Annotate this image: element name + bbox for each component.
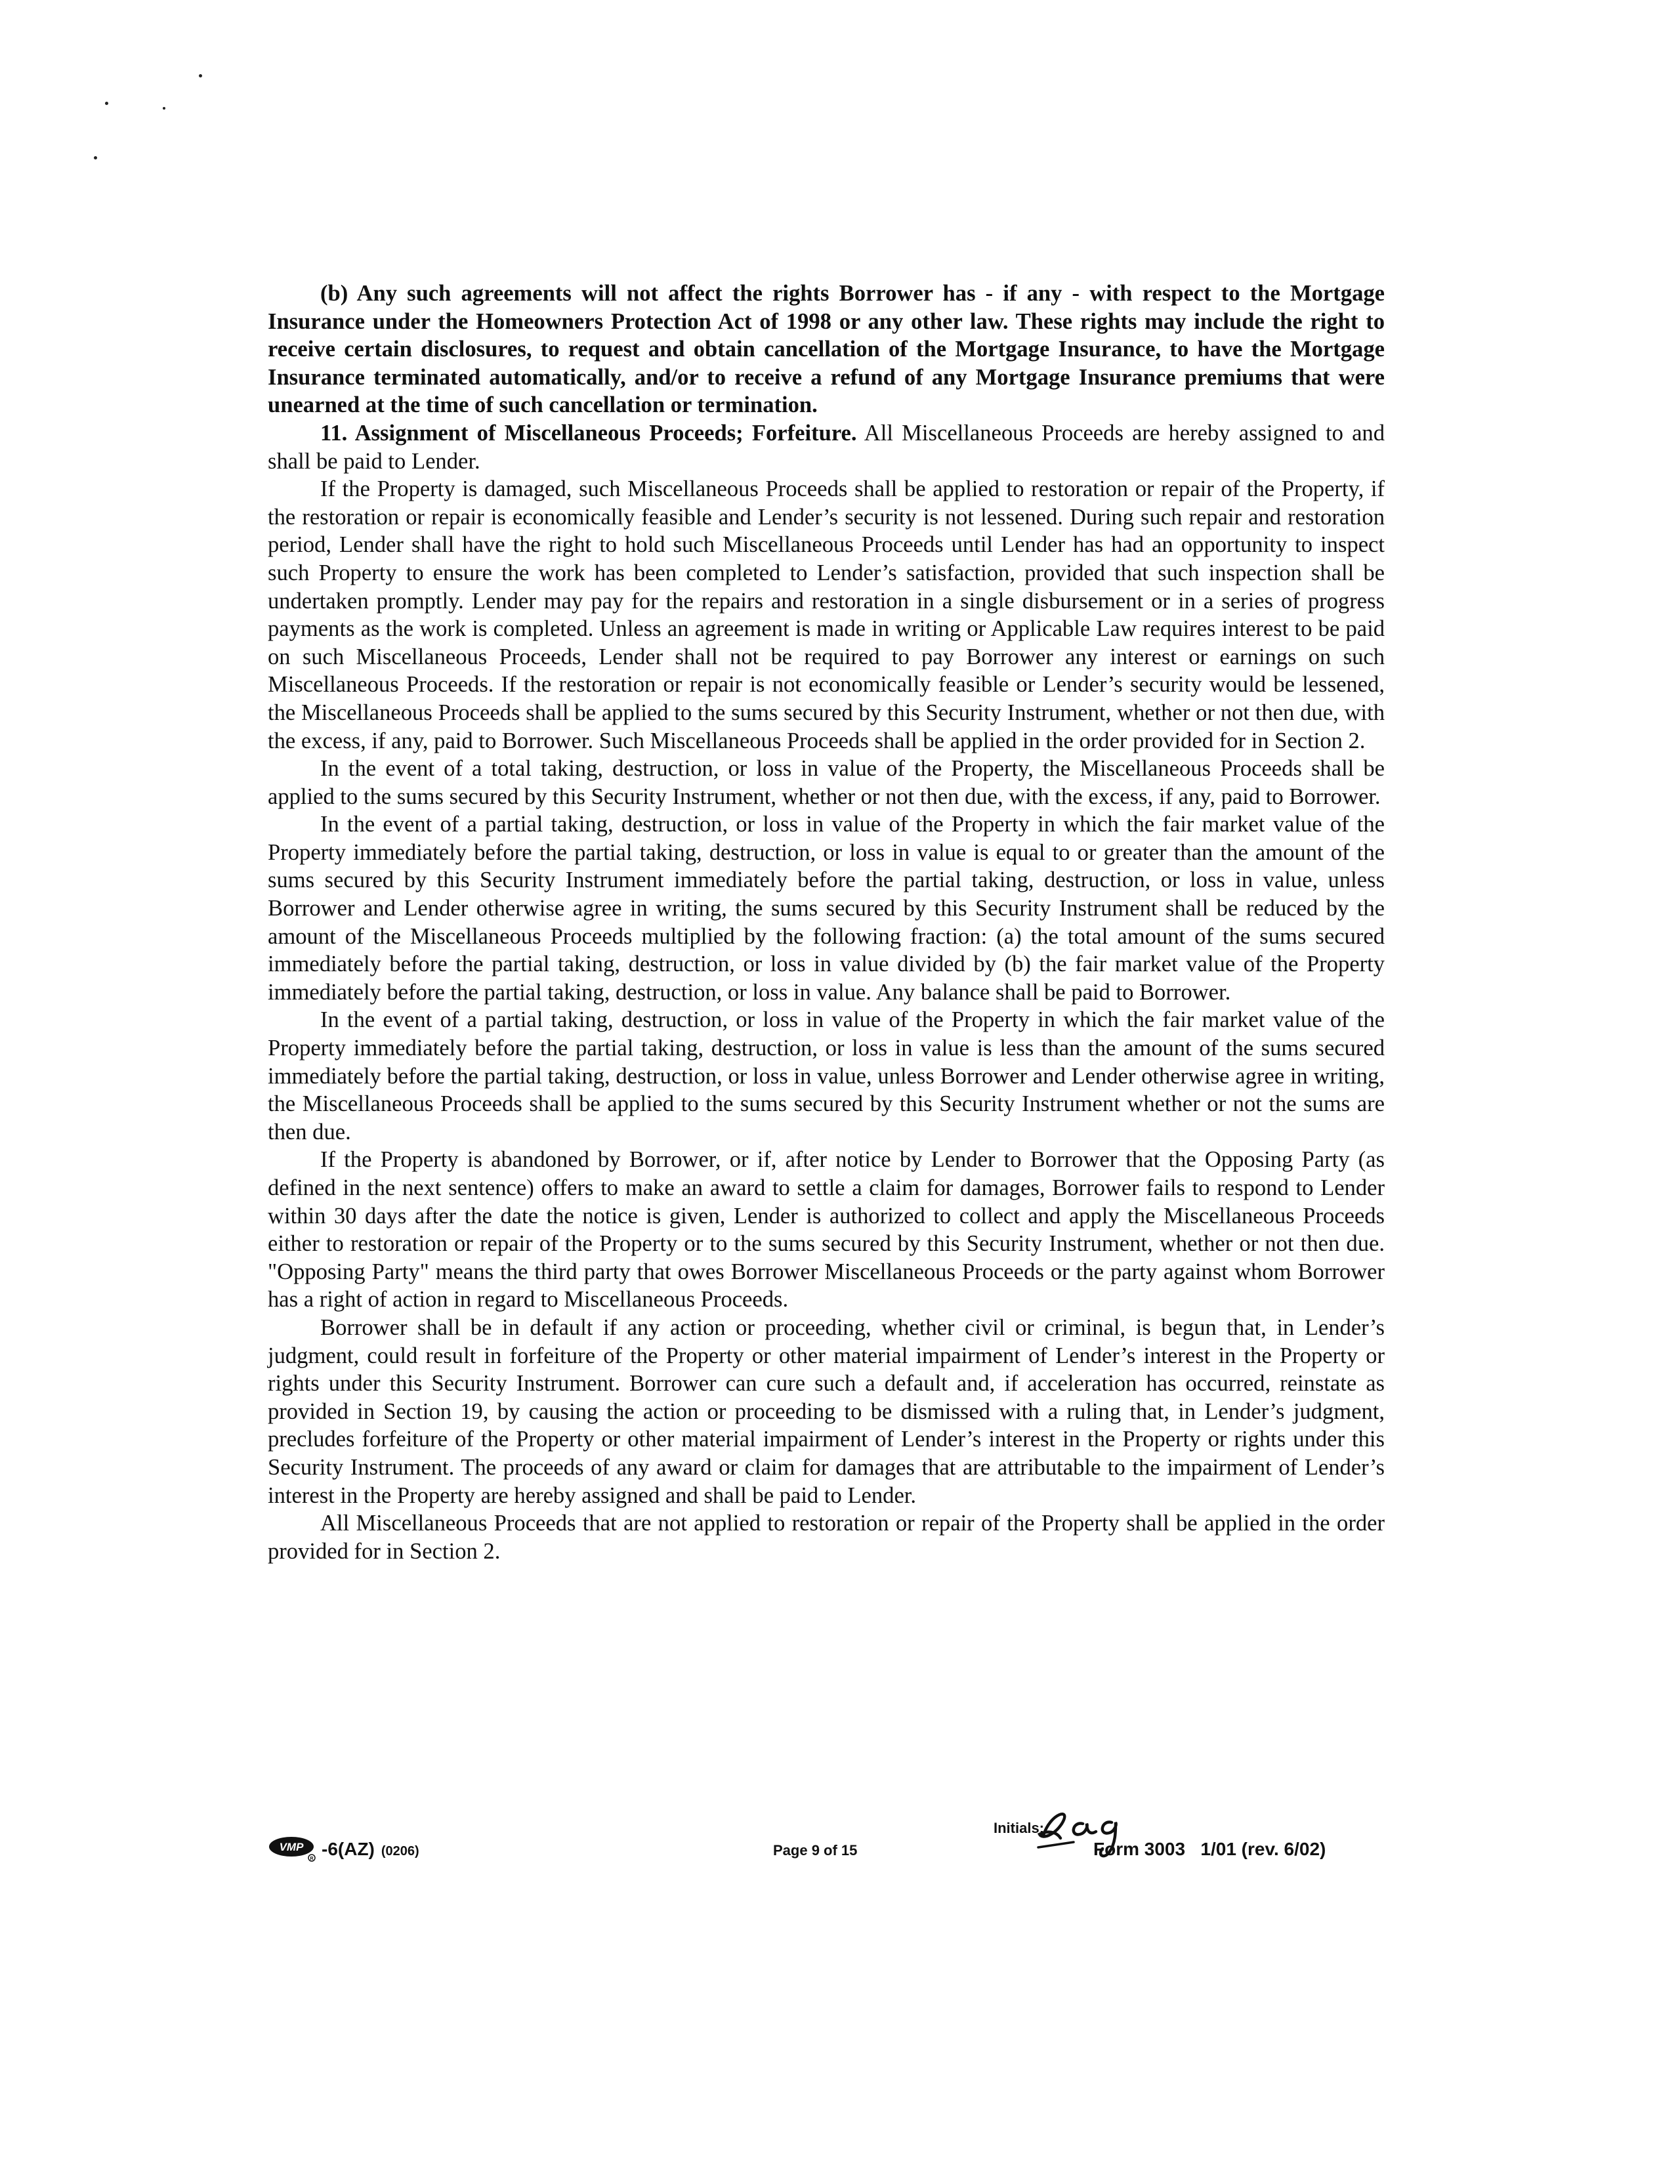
scan-speck	[199, 74, 202, 77]
section-11-heading: 11. Assignment of Miscellaneous Proceeds; Forfeiture.	[320, 420, 857, 446]
paragraph-default: Borrower shall be in default if any action or proceeding, whether civil or criminal, is begun that, in Lender’s judgment, could result in forfeiture of the Property or other material impairment of Lender’s interest in the Property or rights under this Security Instrument. Borrower can cure such a default and, if acceleration has occurred, reinstate as provided in Section 19, by causing the action or proceeding to be dismissed with a ruling that, in Lender’s judgment, precludes forfeiture of the Property or other material impairment of Lender’s interest in the Property or rights under this Security Instrument. The proceeds of any award or claim for damages that are attributable to the impairment of Lender’s interest in the Property are hereby assigned and shall be paid to Lender.	[268, 1314, 1385, 1508]
page-number: Page 9 of 15	[773, 1842, 858, 1858]
paragraph-property-damaged: If the Property is damaged, such Miscellaneous Proceeds shall be applied to restoration or repair of the Property, if the restoration or repair is economically feasible and Lender’s security is not lessened. During such repair and restoration period, Lender shall have the right to hold such Miscellaneous Proceeds until Lender has had an opportunity to inspect such Property to ensure the work has been completed to Lender’s satisfaction, provided that such inspection shall be undertaken promptly. Lender may pay for the repairs and restoration in a single disbursement or in a series of progress payments as the work is completed. Unless an agreement is made in writing or Applicable Law requires interest to be paid on such Miscellaneous Proceeds, Lender shall not be required to pay Borrower any interest or earnings on such Miscellaneous Proceeds. If the restoration or repair is not economically feasible or Lender’s security would be lessened, the Miscellaneous Proceeds shall be applied to the sums secured by this Security Instrument, whether or not then due, with the excess, if any, paid to Borrower. Such Miscellaneous Proceeds shall be applied in the order provided for in Section 2.	[268, 476, 1385, 753]
form-code	[322, 1839, 419, 1860]
paragraph-11-assignment	[268, 419, 1385, 475]
svg-text:R: R	[310, 1857, 314, 1861]
form-code-label: -6(AZ)	[322, 1839, 375, 1859]
vmp-logo-icon	[268, 1836, 319, 1862]
paragraph-unapplied-proceeds: All Miscellaneous Proceeds that are not applied to restoration or repair of the Property shall be applied in the order provided for in Section 2.	[268, 1511, 1385, 1564]
scan-speck	[105, 102, 108, 105]
form-number: Form 3003 1/01 (rev. 6/02)	[1093, 1839, 1326, 1859]
section-11-text: All Miscellaneous Proceeds are hereby assigned to and shall be paid to Lender.	[268, 420, 1385, 474]
scan-speck	[163, 107, 165, 110]
svg-text:VMP: VMP	[279, 1841, 304, 1853]
scan-speck	[94, 156, 97, 159]
paragraph-total-taking: In the event of a total taking, destruction, or loss in value of the Property, the Miscellaneous Proceeds shall be applied to the sums secured by this Security Instrument, whether or not then due, with the excess, if any, paid to Borrower.	[268, 756, 1385, 809]
document-body	[268, 280, 1385, 1565]
form-code-revision: (0206)	[381, 1844, 419, 1858]
paragraph-partial-taking-greater: In the event of a partial taking, destruction, or loss in value of the Property in which the fair market value of the Property immediately before the partial taking, destruction, or loss in value is equal to or greater than the amount of the sums secured by this Security Instrument immediately before the partial taking, destruction, or loss in value, unless Borrower and Lender otherwise agree in writing, the sums secured by this Security Instrument shall be reduced by the amount of the Miscellaneous Proceeds multiplied by the following fraction: (a) the total amount of the sums secured immediately before the partial taking, destruction, or loss in value divided by (b) the fair market value of the Property immediately before the partial taking, destruction, or loss in value. Any balance shall be paid to Borrower.	[268, 812, 1385, 1005]
paragraph-abandoned: If the Property is abandoned by Borrower, or if, after notice by Lender to Borrower that the Opposing Party (as defined in the next sentence) offers to make an award to settle a claim for damages, Borrower fails to respond to Lender within 30 days after the date the notice is given, Lender is authorized to collect and apply the Miscellaneous Proceeds either to restoration or repair of the Property or to the sums secured by this Security Instrument, whether or not then due. "Opposing Party" means the third party that owes Borrower Miscellaneous Proceeds or the party against whom Borrower has a right of action in regard to Miscellaneous Proceeds.	[268, 1147, 1385, 1312]
initials-label: Initials:	[994, 1820, 1045, 1836]
paragraph-10b: (b) Any such agreements will not affect the rights Borrower has - if any - with respect to the Mortgage Insurance under the Homeowners Protection Act of 1998 or any other law. These rights may include the right to receive certain disclosures, to request and obtain cancellation of the Mortgage Insurance, to have the Mortgage Insurance terminated automatically, and/or to receive a refund of any Mortgage Insurance premiums that were unearned at the time of such cancellation or termination.	[268, 281, 1385, 418]
paragraph-partial-taking-less: In the event of a partial taking, destruction, or loss in value of the Property in which the fair market value of the Property immediately before the partial taking, destruction, or loss in value is less than the amount of the sums secured immediately before the partial taking, destruction, or loss in value, unless Borrower and Lender otherwise agree in writing, the Miscellaneous Proceeds shall be applied to the sums secured by this Security Instrument whether or not the sums are then due.	[268, 1007, 1385, 1144]
page-footer	[268, 1801, 1385, 1867]
